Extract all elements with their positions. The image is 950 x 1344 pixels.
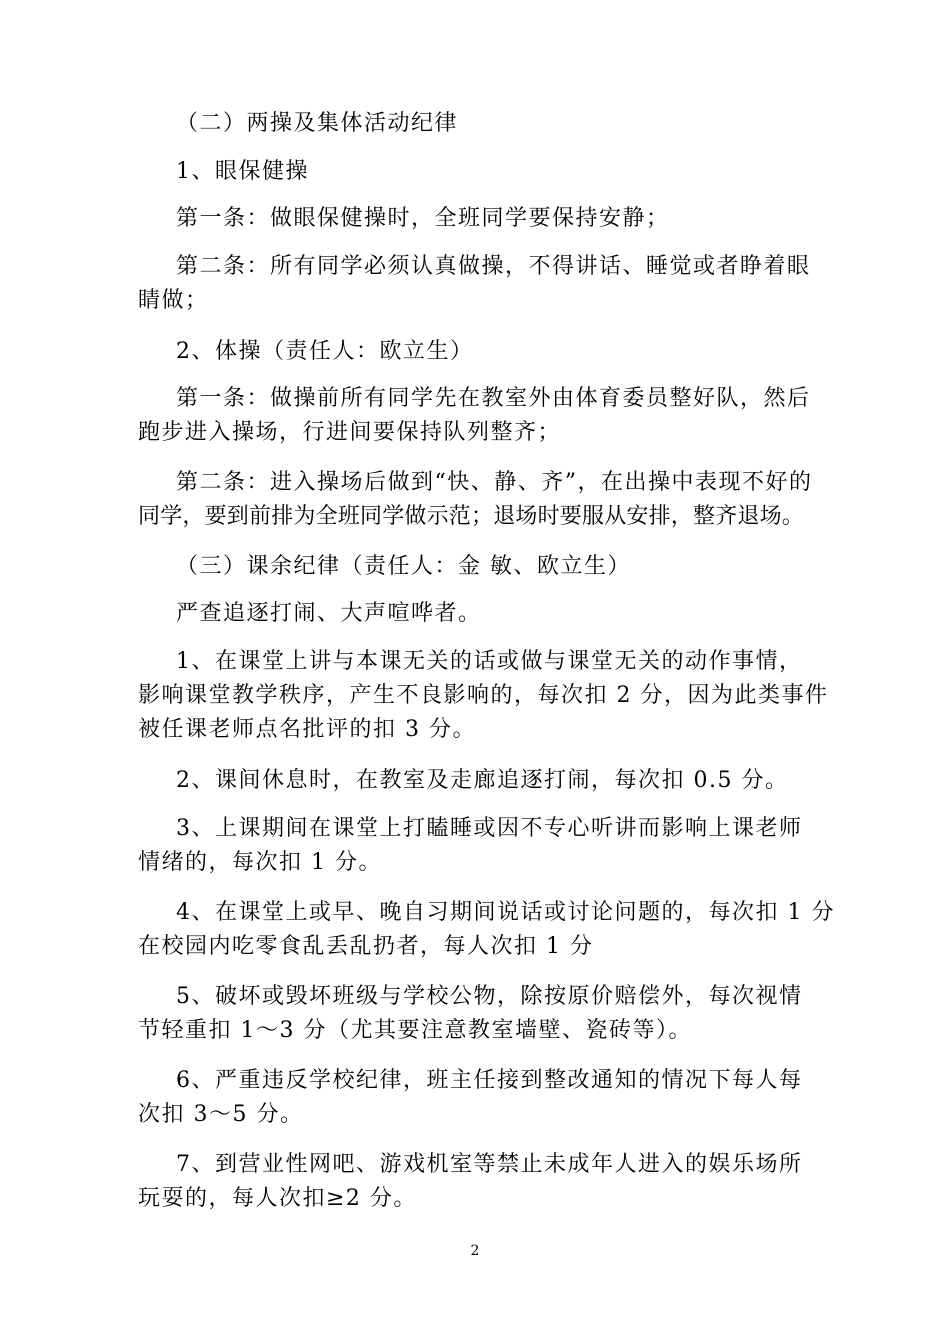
section-3-intro: 严查追逐打闹、大声喧哗者。 — [176, 601, 482, 626]
rule-6: 6、严重违反学校纪律，班主任接到整改通知的情况下每人每 次扣 3～5 分。 — [138, 1068, 803, 1127]
rule-5: 5、破坏或毁坏班级与学校公物，除按原价赔偿外，每次视情 节轻重扣 1～3 分（尤其要注意教室墙壁、瓷砖等）。 — [138, 984, 803, 1043]
item-gymnastics: 2、体操（责任人：欧立生） — [176, 339, 474, 364]
rule-3: 3、上课期间在课堂上打瞌睡或因不专心听讲而影响上课老师 情绪的，每次扣 1 分。 — [138, 816, 803, 875]
rule-4: 4、在课堂上或早、晚自习期间说话或讨论问题的，每次扣 1 分 在校园内吃零食乱丢乱扔者，每人次扣 1 分 — [138, 900, 835, 959]
eye-rule-1: 第一条：做眼保健操时，全班同学要保持安静； — [176, 206, 670, 231]
gym-rule-1: 第一条：做操前所有同学先在教室外由体育委员整好队，然后 跑步进入操场，行进间要保持队列整齐； — [138, 386, 811, 445]
gym-rule-2: 第二条：进入操场后做到“快、静、齐”，在出操中表现不好的 同学，要到前排为全班同学做示范；退场时要服从安排，整齐退场。 — [138, 470, 813, 529]
rule-7: 7、到营业性网吧、游戏机室等禁止未成年人进入的娱乐场所 玩耍的，每人次扣≥2 分。 — [138, 1152, 803, 1211]
rule-1: 1、在课堂上讲与本课无关的话或做与课堂无关的动作事情， 影响课堂教学秩序，产生不良影响的，每次扣 2 分，因为此类事件 被任课老师点名批评的扣 3 分。 — [138, 649, 829, 742]
eye-rule-2: 第二条：所有同学必须认真做操，不得讲话、睡觉或者睁着眼 睛做； — [138, 254, 811, 313]
item-eye-exercise: 1、眼保健操 — [176, 159, 309, 184]
rule-2: 2、课间休息时，在教室及走廊追逐打闹，每次扣 0.5 分。 — [176, 768, 789, 793]
page-number: 2 — [470, 1243, 480, 1259]
section-3-heading: （三）课余纪律（责任人：金 敏、欧立生） — [176, 554, 631, 579]
section-2-heading: （二）两操及集体活动纪律 — [176, 111, 459, 136]
